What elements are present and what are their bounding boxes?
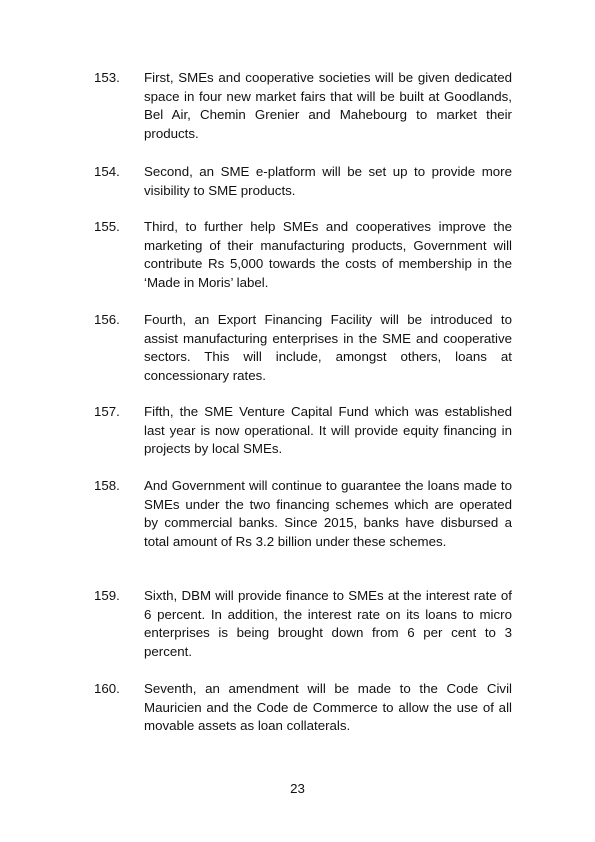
- paragraph-159: [94, 587, 512, 662]
- paragraph-text: Third, to further help SMEs and cooperatives improve the marketing of their manufacturing products, Government will contribute Rs 5,000 towards the costs of membership in the ‘Made in Moris’ label.: [144, 219, 512, 291]
- paragraph-158: [94, 477, 512, 552]
- paragraph-number: 154.: [94, 164, 120, 179]
- paragraph-text: And Government will continue to guarantee the loans made to SMEs under the two financing schemes which are operated by commercial banks. Since 2015, banks have disbursed a total amount of Rs 3.2 billion under these schemes.: [144, 478, 512, 550]
- paragraph-number: 159.: [94, 588, 120, 603]
- paragraph-number: 158.: [94, 478, 120, 493]
- page-number: 23: [290, 781, 305, 796]
- paragraph-number: 156.: [94, 312, 120, 327]
- paragraph-number: 153.: [94, 70, 120, 85]
- paragraph-text: Second, an SME e-platform will be set up to provide more visibility to SME products.: [144, 164, 512, 198]
- paragraph-number: 155.: [94, 219, 120, 234]
- paragraph-text: Seventh, an amendment will be made to the Code Civil Mauricien and the Code de Commerce to allow the use of all movable assets as loan collaterals.: [144, 681, 512, 734]
- paragraph-160: [94, 680, 512, 736]
- paragraph-text: Fifth, the SME Venture Capital Fund which was established last year is now operational. It will provide equity financing in projects by local SMEs.: [144, 404, 512, 457]
- paragraph-156: [94, 311, 512, 386]
- paragraph-text: Fourth, an Export Financing Facility will be introduced to assist manufacturing enterprises in the SME and cooperative sectors. This will include, amongst others, loans at concessionary rates.: [144, 312, 512, 384]
- paragraph-text: Sixth, DBM will provide finance to SMEs at the interest rate of 6 percent. In addition, the interest rate on its loans to micro enterprises is being brought down from 6 per cent to 3 percent.: [144, 588, 512, 660]
- paragraph-155: [94, 218, 512, 293]
- paragraph-154: [94, 163, 512, 200]
- paragraph-text: First, SMEs and cooperative societies will be given dedicated space in four new market fairs that will be built at Goodlands, Bel Air, Chemin Grenier and Mahebourg to market their products.: [144, 70, 512, 142]
- paragraph-number: 160.: [94, 681, 120, 696]
- paragraph-153: [94, 69, 512, 144]
- paragraph-number: 157.: [94, 404, 120, 419]
- paragraph-157: [94, 403, 512, 459]
